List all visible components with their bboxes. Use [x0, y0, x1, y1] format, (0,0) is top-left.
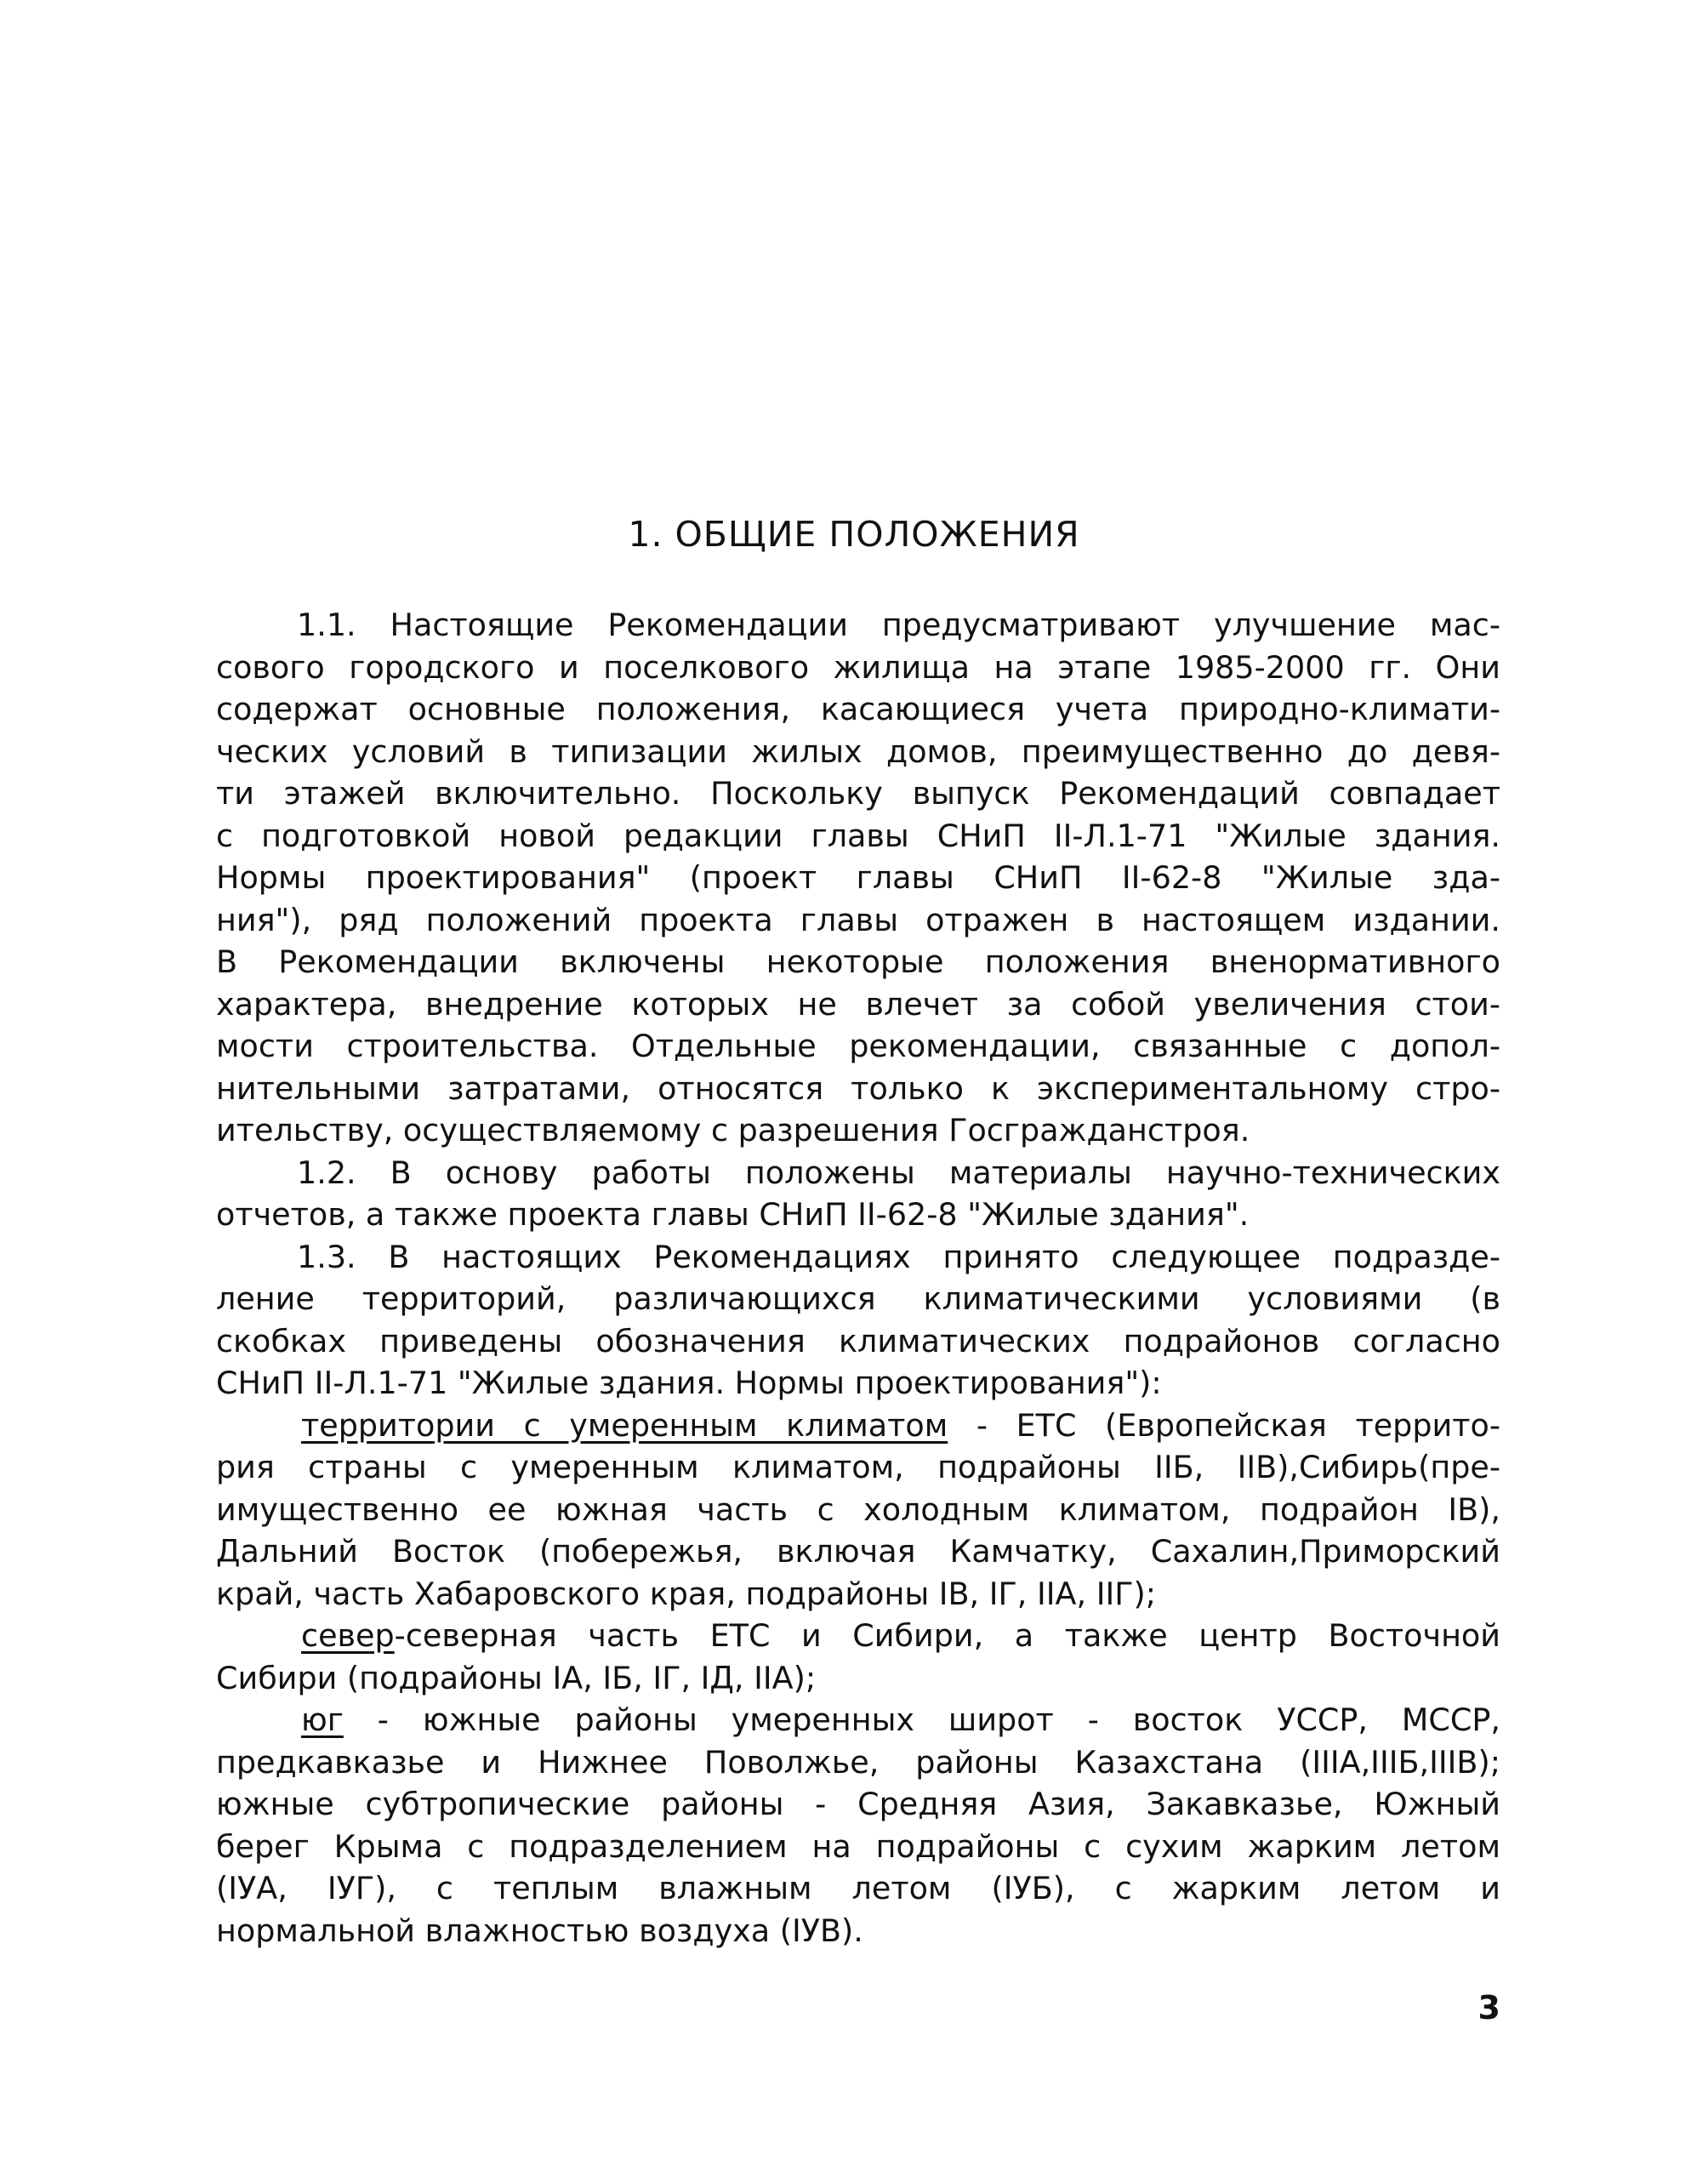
text-line [216, 1489, 1500, 1531]
line-text: ление территорий, различающихся климатическими условиями (в [216, 1280, 1500, 1317]
underlined-term: юг [301, 1701, 344, 1738]
line-text: 1.3. В настоящих Рекомендациях принято следующее подразде- [297, 1238, 1500, 1275]
line-text: южные субтропические районы - Средняя Азия, Закавказье, Южный [216, 1786, 1500, 1822]
text-line [216, 1657, 1500, 1700]
text-line [216, 688, 1500, 731]
line-text: характера, внедрение которых не влечет за собой увеличения стои- [216, 985, 1500, 1023]
text-line [216, 941, 1500, 983]
text-line [216, 772, 1500, 815]
text-line [216, 815, 1500, 858]
line-text: скобках приведены обозначения климатических подрайонов согласно [216, 1322, 1500, 1359]
line-text: берег Крыма с подразделением на подрайоны с сухим жарким летом [216, 1827, 1500, 1865]
underlined-term: север [301, 1617, 395, 1654]
text-line [216, 1362, 1500, 1405]
line-text: мости строительства. Отдельные рекомендации, связанные с допол- [216, 1028, 1500, 1064]
text-line [216, 647, 1500, 689]
line-text: ческих условий в типизации жилых домов, преимущественно до девя- [216, 732, 1500, 770]
underlined-term: территории с умеренным климатом [301, 1406, 948, 1444]
line-text: рия страны с умеренным климатом, подрайоны IIБ, IIВ),Сибирь(пре- [216, 1449, 1500, 1485]
line-text: Дальний Восток (побережья, включая Камчатку, Сахалин,Приморский [216, 1533, 1500, 1570]
line-text: -северная часть ЕТС и Сибири, а также центр Восточной [394, 1617, 1500, 1654]
text-line [216, 1025, 1500, 1068]
page-number: 3 [1477, 1989, 1500, 2026]
line-text: 1.2. В основу работы положены материалы научно-технических [297, 1154, 1500, 1191]
line-text: отчетов, а также проекта главы СНиП II-62-8 "Жилые здания". [216, 1196, 1250, 1233]
line-text: с подготовкой новой редакции главы СНиП II-Л.1-71 "Жилые здания. [216, 817, 1500, 854]
text-line [216, 1320, 1500, 1363]
text-line [216, 983, 1500, 1026]
text-line [216, 857, 1500, 899]
body-text [216, 604, 1500, 1952]
text-line [216, 1152, 1500, 1194]
text-line [216, 1699, 1500, 1741]
section-heading: 1. ОБЩИЕ ПОЛОЖЕНИЯ [628, 514, 1080, 555]
line-text: край, часть Хабаровского края, подрайоны IВ, IГ, IIА, IIГ); [216, 1575, 1157, 1612]
line-text: - ЕТС (Европейская террито- [948, 1406, 1500, 1444]
text-line [216, 731, 1500, 773]
text-line [216, 1446, 1500, 1489]
text-line [216, 1867, 1500, 1910]
line-text: Сибири (подрайоны IА, IБ, IГ, IД, IIА); [216, 1659, 817, 1696]
line-text: В Рекомендации включены некоторые положения вненормативного [216, 943, 1500, 980]
text-line [216, 1910, 1500, 1952]
text-line [216, 1278, 1500, 1320]
text-line [216, 1741, 1500, 1784]
line-text: нительными затратами, относятся только к экспериментальному стро- [216, 1069, 1500, 1107]
text-line [216, 1615, 1500, 1657]
text-line [216, 1573, 1500, 1616]
text-line [216, 1109, 1500, 1152]
line-text: 1.1. Настоящие Рекомендации предусматривают улучшение мас- [297, 607, 1500, 643]
text-line [216, 1405, 1500, 1447]
line-text: предкавказье и Нижнее Поволжье, районы Казахстана (IIIА,IIIБ,IIIВ); [216, 1743, 1500, 1781]
line-text: СНиП II-Л.1-71 "Жилые здания. Нормы проектирования"): [216, 1365, 1162, 1401]
text-line [216, 899, 1500, 942]
line-text: (IУА, IУГ), с теплым влажным летом (IУБ), с жарким летом и [216, 1870, 1500, 1906]
text-line [216, 604, 1500, 647]
text-line [216, 1826, 1500, 1868]
line-text: содержат основные положения, касающиеся учета природно-климати- [216, 691, 1500, 727]
text-line [216, 1236, 1500, 1279]
line-text: Нормы проектирования" (проект главы СНиП II-62-8 "Жилые зда- [216, 859, 1500, 896]
text-line [216, 1068, 1500, 1110]
text-line [216, 1783, 1500, 1826]
line-text: ти этажей включительно. Поскольку выпуск Рекомендаций совпадает [216, 775, 1500, 812]
line-text: ния"), ряд положений проекта главы отражен в настоящем издании. [216, 901, 1500, 938]
line-text: - южные районы умеренных широт - восток УССР, МССР, [343, 1701, 1500, 1738]
line-text: ительству, осуществляемому с разрешения Госгражданстроя. [216, 1112, 1250, 1148]
text-line [216, 1530, 1500, 1573]
line-text: сового городского и поселкового жилища на этапе 1985-2000 гг. Они [216, 648, 1500, 686]
line-text: нормальной влажностью воздуха (IУВ). [216, 1912, 863, 1949]
line-text: имущественно ее южная часть с холодным климатом, подрайон IВ), [216, 1490, 1500, 1528]
text-line [216, 1194, 1500, 1236]
